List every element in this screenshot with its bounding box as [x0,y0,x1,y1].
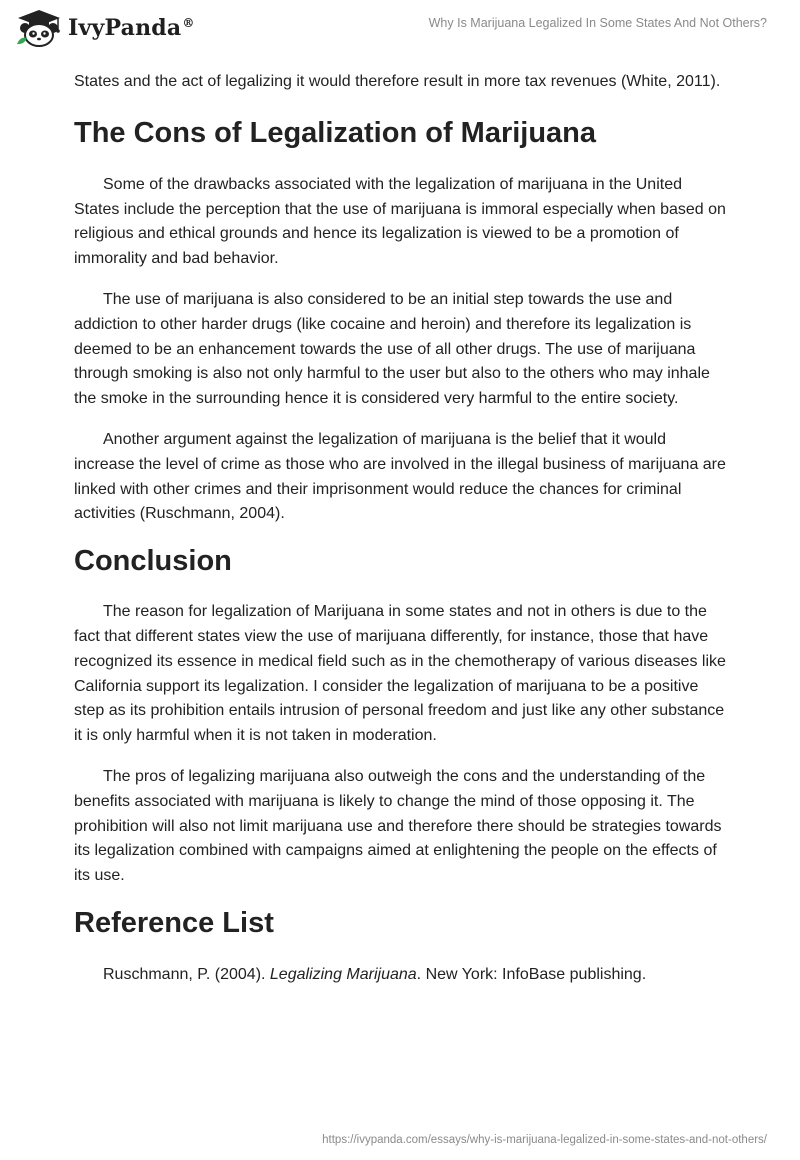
section-heading-references: Reference List [74,906,274,939]
reference-title: Legalizing Marijuana [269,965,417,983]
intro-paragraph: States and the act of legalizing it would therefore result in more tax revenues (White, 2011). [74,73,721,90]
brand-logo[interactable] [14,8,195,48]
header-page-title: Why Is Marijuana Legalized In Some States And Not Others? [428,16,767,30]
section-heading-cons: The Cons of Legalization of Marijuana [74,116,597,149]
paragraph: Another argument against the legalization of marijuana is the belief that it would increase the level of crime as those who are involved in the illegal business of marijuana are linked with other crimes and their imprisonment would reduce the chances for criminal activities (Ruschmann, 2004). [74,430,726,523]
brand-name: IvyPanda® [68,15,195,41]
essay-body [74,70,730,1004]
paragraph: The pros of legalizing marijuana also outweigh the cons and the understanding of the benefits associated with marijuana is likely to change the mind of those opposing it. The prohibition will also not limit marijuana use and therefore there should be strategies towards its legalization combined with campaigns aimed at enlightening the people on the effects of its use. [74,767,722,885]
paragraph: The use of marijuana is also considered to be an initial step towards the use and addiction to other harder drugs (like cocaine and heroin) and therefore its legalization is deemed to be an enhancement towards the use of all other drugs. The use of marijuana through smoking is also not only harmful to the user but also to the others who may inhale the smoke in the surrounding hence it is considered very harmful to the entire society. [74,290,710,408]
panda-graduate-logo-icon [14,8,64,48]
reference-authors: Ruschmann, P. (2004). [103,965,270,983]
section-heading-conclusion: Conclusion [74,545,232,578]
page-header [0,0,800,62]
reference-item [74,963,730,988]
paragraph: Some of the drawbacks associated with the legalization of marijuana in the United States include the perception that the use of marijuana is immoral especially when based on religious and ethical grounds and hence its legalization is viewed to be a promotion of immorality and bad behavior. [74,175,726,268]
source-url[interactable]: https://ivypanda.com/essays/why-is-marijuana-legalized-in-some-states-and-not-others/ [322,1134,767,1146]
reference-publisher: . New York: InfoBase publishing. [416,965,647,983]
paragraph: The reason for legalization of Marijuana in some states and not in others is due to the fact that different states view the use of marijuana differently, for instance, those that have recognized its essence in medical field such as in the chemotherapy of various diseases like California support its legalization. I consider the legalization of marijuana to be a positive step as its prohibition entails intrusion of personal freedom and just like any other substance it is only harmful when it is not taken in moderation. [74,603,726,745]
